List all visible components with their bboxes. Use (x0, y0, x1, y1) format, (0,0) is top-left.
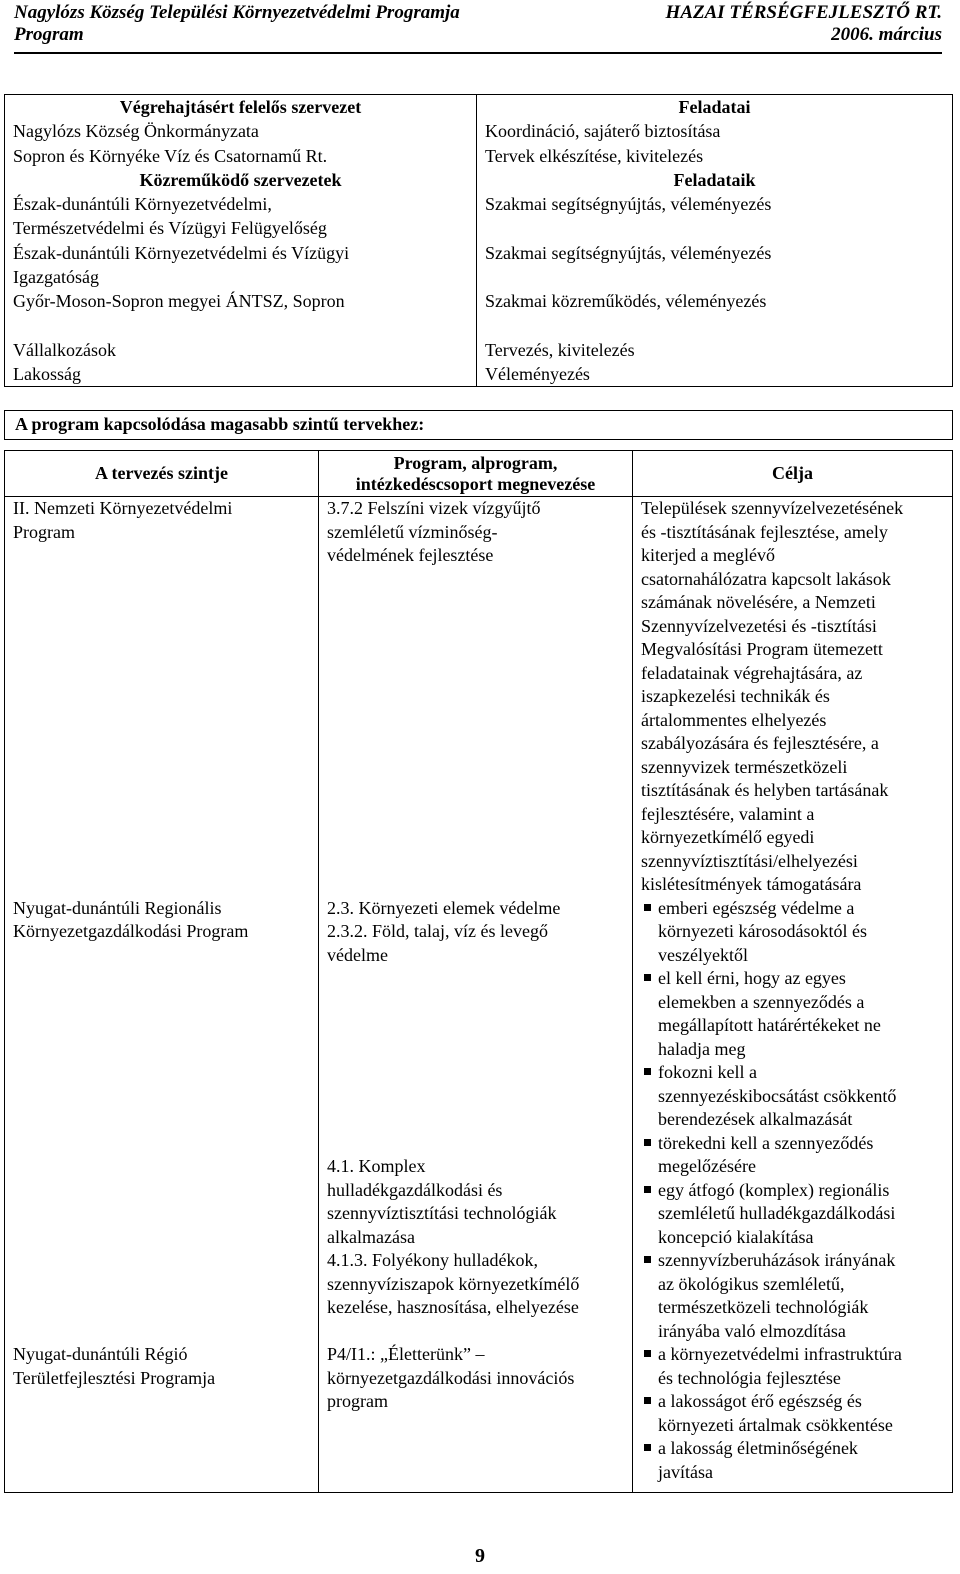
goal-line: szabályozására és fejlesztésére, a (641, 733, 879, 753)
coop-org (5, 192, 477, 241)
table-row (5, 497, 953, 897)
goal-line: környezetkímélő egyedi (641, 827, 815, 847)
goal-line: az ökológikus szemléletű, (658, 1273, 845, 1294)
goal-line: kislétesítmények támogatására (641, 874, 862, 894)
responsible-task: Koordináció, sajáterő biztosítása (477, 119, 953, 143)
page-header (14, 0, 942, 46)
plan-level (5, 897, 319, 1344)
goal-line: emberi egészség védelme a (658, 897, 855, 918)
spacer (327, 967, 624, 1155)
goal-line: elemekben a szennyeződés a (658, 991, 865, 1012)
goal-line: megállapított határértékeket ne (658, 1015, 881, 1035)
goal-line: fokozni kell a (658, 1062, 757, 1082)
goal-bullet (641, 1132, 944, 1179)
col-header-program (319, 451, 633, 497)
plan-level (5, 1343, 319, 1493)
plan-program (319, 1343, 633, 1493)
document-title: Nagylózs Község Települési Környezetvédelmi Programja (14, 2, 460, 23)
col-header-program-line: Program, alprogram, (393, 452, 558, 473)
goal-line: ártalommentes elhelyezés (641, 709, 827, 730)
col-header-goal: Célja (633, 451, 953, 497)
goal-line: kiterjed a meglévő (641, 545, 775, 565)
coop-task: Szakmai közreműködés, véleményezés (477, 289, 953, 313)
plan-program (319, 897, 633, 1344)
plan-level-line: II. Nemzeti Környezetvédelmi (13, 498, 233, 518)
plan-level-line: Nyugat-dunántúli Régió (13, 1344, 188, 1364)
plan-level-line: Környezetgazdálkodási Program (13, 921, 249, 941)
document-date: 2006. március (831, 24, 942, 45)
col-header-responsible: Végrehajtásért felelős szervezet (5, 95, 477, 120)
goal-line: szennyvíztisztítási/elhelyezési (641, 850, 858, 871)
goal-line: Megvalósítási Program ütemezett (641, 639, 883, 659)
coop-task-header: Feladataik (477, 168, 953, 192)
coop-org-line: Győr-Moson-Sopron megyei ÁNTSZ, Sopron (13, 291, 345, 312)
coop-org-line: Igazgatóság (13, 267, 99, 288)
goal-line: környezeti károsodásoktól és (658, 921, 867, 941)
responsible-org: Nagylózs Község Önkormányzata (5, 119, 477, 143)
goal-bullet (641, 1343, 944, 1390)
plans-table (4, 450, 953, 1493)
goal-line: egy átfogó (komplex) regionális (658, 1179, 890, 1200)
plan-program-line: védelme (327, 944, 388, 965)
coop-task: Szakmai segítségnyújtás, véleményezés (477, 241, 953, 290)
table-row (5, 1343, 953, 1493)
plan-level-line: Program (13, 521, 75, 542)
plan-program-line: szennyvíztisztítási technológiák (327, 1203, 557, 1223)
plan-program-line: 3.7.2 Felszíni vizek vízgyűjtő (327, 498, 541, 518)
coop-org-line: Természetvédelmi és Vízügyi Felügyelőség (13, 218, 327, 239)
header-divider (14, 52, 942, 54)
goal-bullet (641, 897, 944, 968)
goal-line: tisztításának és helyben tartásának (641, 780, 889, 800)
goal-line: környezeti ártalmak csökkentése (658, 1414, 893, 1435)
other-task: Tervezés, kivitelezés (477, 338, 953, 362)
goal-bullet (641, 1179, 944, 1250)
goal-line: berendezések alkalmazását (658, 1109, 853, 1129)
document-subtitle: Program (14, 24, 84, 45)
goal-bullet (641, 1390, 944, 1437)
spacer (641, 1484, 944, 1492)
goal-line: törekedni kell a szennyeződés (658, 1132, 874, 1153)
col-header-level: A tervezés szintje (5, 451, 319, 497)
coop-header: Közreműködő szervezetek (5, 168, 477, 192)
goal-line: szennyvízberuházások irányának (658, 1250, 896, 1270)
plan-program-line: 2.3.2. Föld, talaj, víz és levegő (327, 921, 548, 941)
col-header-program-line: intézkedéscsoport megnevezése (355, 473, 596, 494)
plan-program-line: környezetgazdálkodási innovációs (327, 1367, 575, 1388)
goal-line: a lakosságot érő egészség és (658, 1391, 862, 1411)
other-org: Lakosság (5, 362, 477, 387)
links-heading: A program kapcsolódása magasabb szintű tervekhez: (15, 414, 425, 434)
plan-program-line: védelmének fejlesztése (327, 545, 494, 565)
company-name: HAZAI TÉRSÉGFEJLESZTŐ RT. (665, 2, 942, 23)
goal-line: feladatainak végrehajtására, az (641, 662, 863, 683)
goal-line: veszélyektől (658, 944, 748, 965)
page-number: 9 (475, 1545, 485, 1567)
goal-bullet (641, 1437, 944, 1484)
plan-program-line: szemléletű vízminőség- (327, 521, 498, 542)
goal-line: és technológia fejlesztése (658, 1367, 841, 1388)
goal-line: Szennyvízelvezetési és -tisztítási (641, 615, 877, 636)
other-task: Véleményezés (477, 362, 953, 387)
coop-task: Szakmai segítségnyújtás, véleményezés (477, 192, 953, 241)
goal-list (641, 897, 944, 1344)
plan-level-line: Nyugat-dunántúli Regionális (13, 897, 222, 918)
plan-program-line: alkalmazása (327, 1226, 415, 1247)
goal-line: számának növelésére, a Nemzeti (641, 592, 876, 612)
plan-program-line: P4/I1.: „Életterünk” – (327, 1344, 485, 1364)
plan-level (5, 497, 319, 897)
goal-bullet (641, 1249, 944, 1343)
goal-line: csatornahálózatra kapcsolt lakások (641, 568, 891, 589)
plan-program-line: hulladékgazdálkodási és (327, 1179, 503, 1200)
table-row (5, 897, 953, 1344)
goal-line: haladja meg (658, 1038, 746, 1059)
coop-org (5, 289, 477, 313)
coop-org (5, 241, 477, 290)
goal-line: irányába való elmozdítása (658, 1320, 846, 1341)
goal-line: megelőzésére (658, 1156, 756, 1176)
col-header-tasks: Feladatai (477, 95, 953, 120)
plan-program-line: 2.3. Környezeti elemek védelme (327, 897, 561, 918)
goal-line: szemléletű hulladékgazdálkodási (658, 1203, 896, 1223)
goal-line: javítása (658, 1461, 713, 1482)
plan-program-line: program (327, 1391, 388, 1411)
goal-line: a lakosság életminőségének (658, 1438, 858, 1458)
plan-level-line: Területfejlesztési Programja (13, 1367, 216, 1388)
links-heading-box (4, 410, 953, 440)
responsible-org: Sopron és Környéke Víz és Csatornamű Rt. (5, 144, 477, 168)
goal-bullet (641, 967, 944, 1061)
coop-org-line: Észak-dunántúli Környezetvédelmi és Vízügyi (13, 242, 350, 263)
goal-line: a környezetvédelmi infrastruktúra (658, 1344, 902, 1364)
goal-line: iszapkezelési technikák és (641, 686, 830, 706)
plan-goal (633, 497, 953, 897)
goal-line: el kell érni, hogy az egyes (658, 968, 846, 988)
goal-bullet (641, 1061, 944, 1132)
other-org: Vállalkozások (5, 338, 477, 362)
goal-line: szennyvizek természetközeli (641, 756, 848, 777)
goal-line: koncepció kialakítása (658, 1226, 814, 1247)
coop-org-line: Észak-dunántúli Környezetvédelmi, (13, 194, 272, 215)
plan-program-line: szennyvíziszapok környezetkímélő (327, 1273, 580, 1294)
goal-line: szennyezéskibocsátást csökkentő (658, 1085, 897, 1106)
goal-line: Települések szennyvízelvezetésének (641, 498, 904, 518)
goal-line: fejlesztésére, valamint a (641, 803, 815, 824)
plan-goal (633, 1343, 953, 1493)
goal-list (641, 1343, 944, 1484)
goal-line: természetközeli technológiák (658, 1297, 869, 1317)
plan-program-line: 4.1.3. Folyékony hulladékok, (327, 1250, 538, 1270)
responsibility-table (4, 94, 953, 387)
responsible-task: Tervek elkészítése, kivitelezés (477, 144, 953, 168)
plan-goal (633, 897, 953, 1344)
plan-program-line: 4.1. Komplex (327, 1156, 426, 1176)
plan-program (319, 497, 633, 897)
plan-program-line: kezelése, hasznosítása, elhelyezése (327, 1297, 579, 1317)
goal-line: és -tisztításának fejlesztése, amely (641, 521, 888, 542)
